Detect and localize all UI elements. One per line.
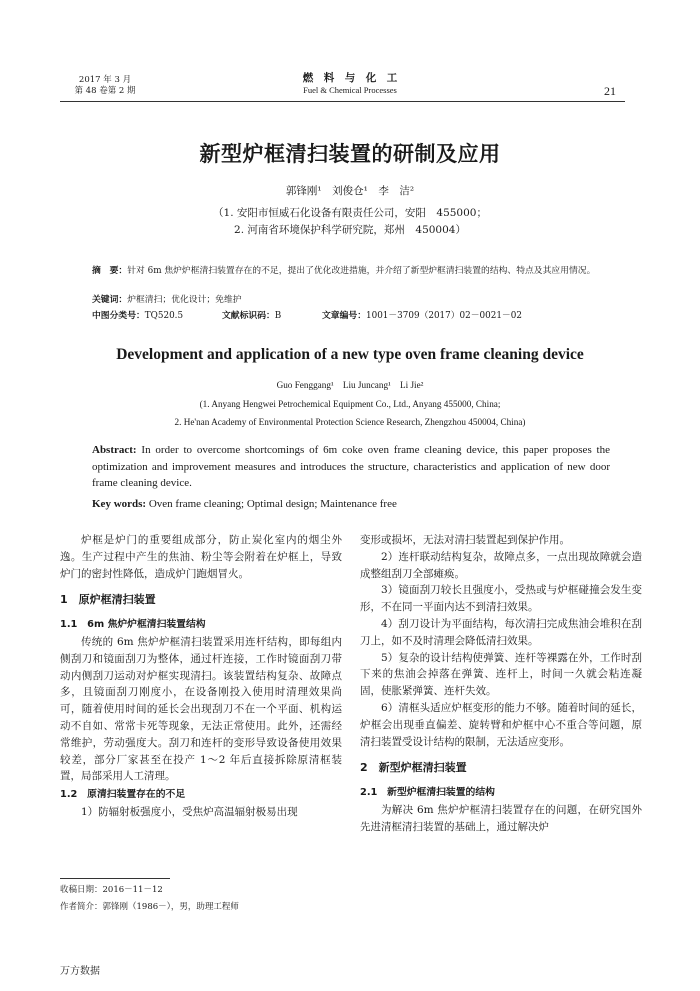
body-right-column [360,532,642,836]
article-no-value: 1001－3709（2017）02－0021－02 [366,311,522,321]
keywords-en [92,496,610,513]
doc-code-label: 文献标识码： [222,311,275,321]
keywords-cn-label: 关键词： [92,295,128,305]
page-title: 新型炉框清扫装置的研制及应用 [199,142,501,166]
header-journal [250,72,450,96]
doc-code-value: B [274,311,282,321]
paragraph-1-1: 传统的 6m 焦炉炉框清扫装置采用连杆结构，即每组内侧刮刀和镜面刮刀为整体，通过杆连接，工作时镜面刮刀带动内侧刮刀运动对炉框实现清扫。该装置结构复杂、故障点多，且镜面刮刀刚度小，在设备刚投入使用时清理效果尚可，随着使用时间的延长会出现刮刀不在一个平面、机构运动不自如、常常卡死等现象，无法正常使用。此外，还需经常维护，劳动强度大。刮刀和连杆的变形导致设备使用效果较差，部分厂家甚至在投产 1～2 年后直接拆除原清框装置，局部采用人工清理。 [60,635,342,783]
abstract-en-label: Abstract: [92,444,137,456]
watermark: 万方数据 [60,966,100,977]
keywords-en-label: Key words: [92,498,147,510]
header-issue [60,75,150,97]
clc-value: TQ520.5 [144,311,184,321]
classification-line [92,309,632,323]
paragraph-item-6: 6）清框头适应炉框变形的能力不够。随着时间的延长，炉框会出现垂直偏差、旋转臂和炉框中心不重合等问题，原清扫装置受设计结构的限制，无法适应变形。 [360,701,642,748]
affiliation-cn-2: 2. 河南省环境保护科学研究院，郑州 450004） [234,224,466,236]
author-bio: 作者简介：郭锋刚（1986－），男，助理工程师 [60,902,239,912]
section-1-1-heading: 1.1 6m 焦炉炉框清扫装置结构 [60,619,206,631]
header-volume: 第 48 卷第 2 期 [74,86,136,96]
abstract-cn-label: 摘 要： [92,266,128,276]
paragraph-item-4: 4）刮刀设计为平面结构，每次清扫完成焦油会堆积在刮刀上，如不及时清理会降低清扫效果。 [360,617,642,647]
article-no-label: 文章编号： [322,311,366,321]
title-en: Development and application of a new type oven frame cleaning device [116,346,584,363]
section-1-2-heading: 1.2 原清扫装置存在的不足 [60,789,186,801]
keywords-cn-text: 炉框清扫；优化设计；免维护 [127,295,242,305]
paragraph-intro: 炉框是炉门的重要组成部分，防止炭化室内的烟尘外逸。生产过程中产生的焦油、粉尘等会附着在炉框上，导致炉门的密封性降低，造成炉门跑烟冒火。 [60,534,342,580]
journal-title-cn: 燃 料 与 化 工 [302,72,398,84]
body-left-column [60,532,342,821]
keywords-en-text: Oven frame cleaning; Optimal design; Maintenance free [146,498,397,510]
abstract-cn-text: 针对 6m 焦炉炉框清扫装置存在的不足，提出了优化改进措施，并介绍了新型炉框清扫装置的结构、特点及其应用情况。 [127,266,596,276]
authors-en: Guo Fenggang¹ Liu Juncang¹ Li Jie² [276,380,424,390]
authors-cn: 郭锋刚¹ 刘俊仓¹ 李 洁² [285,185,415,197]
received-date: 收稿日期：2016－11－12 [60,885,163,895]
paragraph-item-3: 3）镜面刮刀较长且强度小，受热或与炉框碰撞会发生变形，不在同一平面内达不到清扫效果。 [360,584,642,614]
paragraph-item-2: 2）连杆联动结构复杂，故障点多，一点出现故障就会造成整组刮刀全部瘫痪。 [360,550,642,580]
paragraph-item-5: 5）复杂的设计结构使弹簧、连杆等裸露在外，工作时刮下来的焦油会掉落在弹簧、连杆上，时间一久就会粘连凝固，使胀紧弹簧、连杆失效。 [360,651,642,698]
page-number: 21 [604,84,616,98]
footnote-rule [60,878,170,879]
footnote [60,883,360,914]
affiliation-en-1: (1. Anyang Hengwei Petrochemical Equipment Co., Ltd., Anyang 455000, China; [199,399,501,409]
paragraph-1-2-item-1: 1）防辐射板强度小，受焦炉高温辐射极易出现 [81,805,298,818]
journal-title-en: Fuel & Chemical Processes [303,85,397,95]
paragraph-2-1: 为解决 6m 焦炉炉框清扫装置存在的问题，在研究国外先进清框清扫装置的基础上，通过解决炉 [360,803,642,833]
section-2-heading: 2 新型炉框清扫装置 [360,761,467,775]
header-rule [60,101,625,102]
abstract-cn [92,264,622,278]
affiliation-cn-1: （1. 安阳市恒威石化设备有限责任公司，安阳 455000； [213,207,487,219]
abstract-en [92,442,610,492]
section-2-1-heading: 2.1 新型炉框清扫装置的结构 [360,787,495,799]
clc-label: 中图分类号： [92,311,145,321]
paragraph-item-1-cont: 变形或损坏，无法对清扫装置起到保护作用。 [360,534,570,546]
keywords-cn [92,293,622,307]
affiliation-en-2: 2. He'nan Academy of Environmental Protection Science Research, Zhengzhou 450004, China) [174,417,526,427]
abstract-en-text: In order to overcome shortcomings of 6m coke oven frame cleaning device, this paper proposes the optimization and improvement measures and introduces the structure, characteristics and application of new door frame cleaning device. [92,444,610,489]
header-date: 2017 年 3 月 [78,75,132,85]
section-1-heading: 1 原炉框清扫装置 [60,593,156,607]
